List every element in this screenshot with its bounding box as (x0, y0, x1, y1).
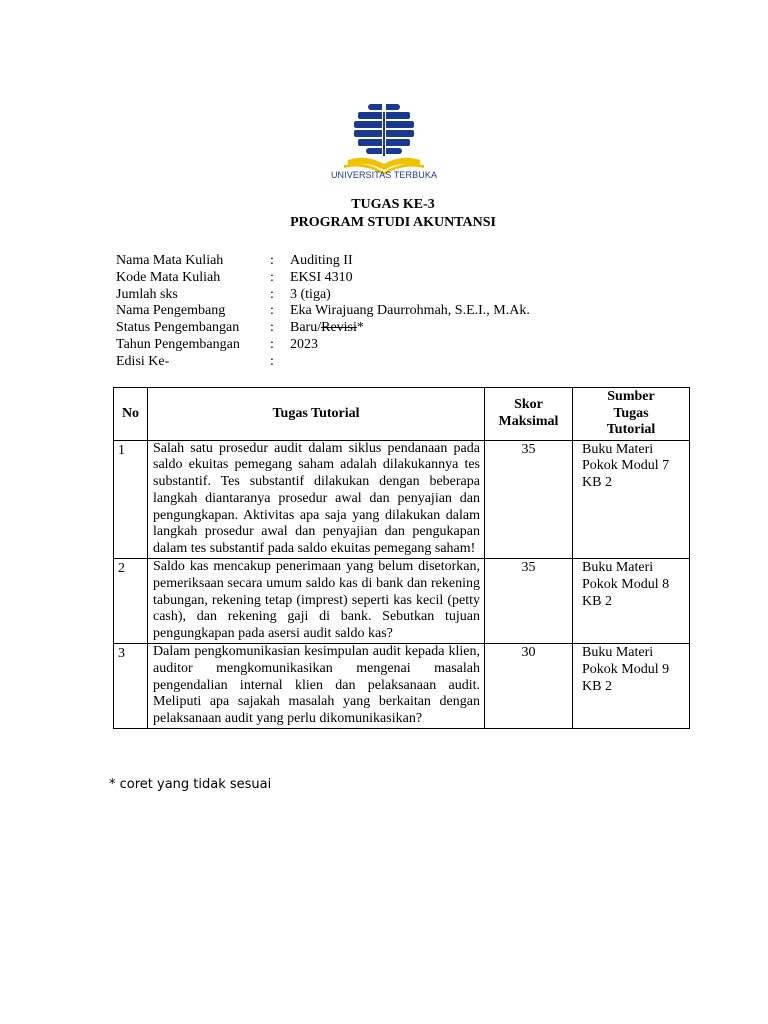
row-source: Buku Materi Pokok Modul 8 KB 2 (573, 559, 690, 644)
info-value: EKSI 4310 (290, 269, 353, 285)
header-source: Sumber Tugas Tutorial (573, 388, 690, 441)
info-row-status: Status Pengembangan : Baru/Revisi* (116, 320, 364, 336)
row-number: 3 (114, 644, 148, 729)
header-skor: Skor Maksimal (485, 388, 573, 441)
assignment-title: TUGAS KE-3 (351, 197, 435, 212)
header-no: No (114, 388, 148, 441)
info-label: Nama Pengembang (116, 303, 226, 319)
info-value: Eka Wirajuang Daurrohmah, S.E.I., M.Ak. (290, 303, 530, 319)
row-source: Buku Materi Pokok Modul 9 KB 2 (573, 644, 690, 729)
program-title: PROGRAM STUDI AKUNTANSI (290, 215, 496, 230)
row-number: 1 (114, 440, 148, 559)
row-task: Dalam pengkomunikasian kesimpulan audit kepada klien, auditor mengkomunikasikan mengenai masalah pengendalian internal klien dan pelaksanaan audit. Meliputi apa sajakah masalah yang berkaitan dengan pelaksanaan audit yang perlu dikomunikasikan? (148, 644, 485, 729)
info-row-year: Tahun Pengembangan : 2023 (116, 336, 318, 352)
row-task: Saldo kas mencakup penerimaan yang belum disetorkan, pemeriksaan secara umum saldo kas di bank dan rekening tabungan, rekening tetap (imprest) seperti kas kecil (petty cash), dan rekening gaji di bank. Sebutkan tujuan pengungkapan pada asersi audit saldo kas? (148, 559, 485, 644)
row-task: Salah satu prosedur audit dalam siklus pendanaan pada saldo ekuitas pemegang saham adalah dilakukannya tes substantif. Tes substantif dilakukan dengan beberapa langkah diantaranya prosedur awal dan penyajian dan pengungkapan. Aktivitas apa saja yang dilakukan dalam langkah prosedur awal dan penyajian dan pengukapan dalam tes substantif pada saldo ekuitas pemegang saham! (148, 440, 485, 559)
info-row-credits: Jumlah sks : 3 (tiga) (116, 286, 331, 302)
course-info (116, 253, 530, 371)
footnote: * coret yang tidak sesuai (109, 777, 272, 792)
header-task: Tugas Tutorial (148, 388, 485, 441)
info-value-plain: Baru/ (290, 320, 322, 336)
info-label: Kode Mata Kuliah (116, 269, 221, 285)
info-label: Status Pengembangan (116, 320, 240, 336)
info-label: Edisi Ke- (116, 353, 170, 369)
row-source: Buku Materi Pokok Modul 7 KB 2 (573, 440, 690, 559)
info-label: Nama Mata Kuliah (116, 253, 224, 268)
info-value: 2023 (290, 336, 318, 352)
info-value: Auditing II (290, 253, 353, 268)
info-value-struck: Revisi (321, 320, 357, 336)
table-row (114, 559, 690, 644)
table-header-row (114, 388, 690, 441)
row-skor: 30 (485, 644, 573, 729)
row-skor: 35 (485, 559, 573, 644)
tutorial-task-table (113, 387, 690, 729)
info-row-course-name: Nama Mata Kuliah : Auditing II (116, 253, 353, 268)
info-value-suffix: * (356, 320, 364, 336)
row-number: 2 (114, 559, 148, 644)
info-row-course-code: Kode Mata Kuliah : EKSI 4310 (116, 269, 353, 285)
info-label: Jumlah sks (116, 286, 178, 302)
info-label: Tahun Pengembangan (116, 336, 240, 352)
info-value: 3 (tiga) (290, 286, 331, 302)
info-row-edition: Edisi Ke- : (116, 353, 274, 369)
table-row (114, 440, 690, 559)
info-row-developer: Nama Pengembang : Eka Wirajuang Daurrohmah, S.E.I., M.Ak. (116, 303, 530, 319)
logo-text: UNIVERSITAS TERBUKA (330, 170, 438, 180)
table-row (114, 644, 690, 729)
row-skor: 35 (485, 440, 573, 559)
